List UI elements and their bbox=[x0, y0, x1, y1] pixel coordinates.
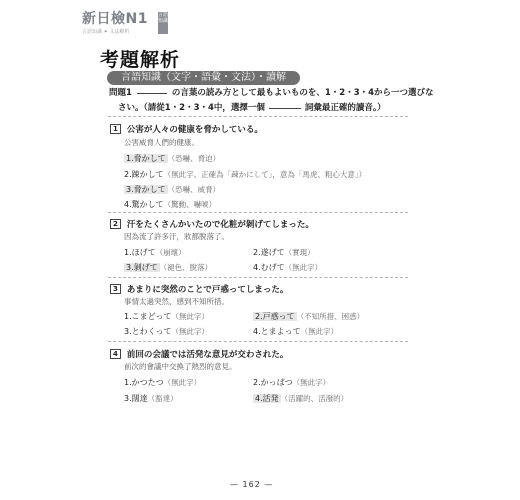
option-label: 4.驚かして bbox=[124, 200, 164, 209]
q1-option-3 bbox=[124, 184, 220, 195]
option-label: 1.かつたつ bbox=[124, 378, 164, 387]
option-label: 4.むげて bbox=[253, 263, 285, 272]
page-number: — 162 — bbox=[230, 480, 274, 489]
q3-option-1 bbox=[124, 311, 209, 322]
option-note: （無此字） bbox=[163, 378, 202, 387]
instruction-text-2b: 詞彙最正確的讀音。） bbox=[304, 103, 386, 113]
option-note: （無此字） bbox=[292, 378, 331, 387]
option-label: 2.踈かして bbox=[124, 170, 164, 179]
question-number: 3 bbox=[110, 284, 121, 294]
question-3-translation: 事情太過突然，感到不知所措。 bbox=[124, 297, 229, 306]
option-note: （豁達） bbox=[147, 394, 178, 403]
section-banner: 言語知識（文字・語彙・文法）・讀解 bbox=[107, 71, 300, 85]
option-note: （無此字） bbox=[171, 327, 209, 336]
q2-option-4 bbox=[253, 262, 322, 273]
option-note: （實現） bbox=[284, 248, 315, 257]
option-label: 2.かっぱつ bbox=[253, 378, 293, 387]
option-label: 4.活発 bbox=[255, 394, 279, 403]
q1-option-2 bbox=[124, 169, 366, 180]
option-label: 1.ほげて bbox=[124, 248, 156, 257]
option-note: （恐嚇、威脅） bbox=[167, 185, 221, 194]
question-sentence: 前回の会議では活発な意見が交わされた。 bbox=[126, 350, 289, 360]
book-tag: 言語知識 bbox=[158, 12, 168, 34]
question-sentence: あまりに突然のことで戸惑ってしまった。 bbox=[126, 285, 289, 295]
answer-blank bbox=[137, 93, 167, 94]
divider bbox=[108, 341, 408, 342]
divider bbox=[108, 116, 408, 117]
option-note: （無此字） bbox=[284, 263, 323, 272]
q4-option-1 bbox=[124, 377, 201, 388]
option-note: （無此字。正確為「疎かにして」，意為「馬虎、粗心大意」） bbox=[163, 170, 367, 179]
option-note: （無此字） bbox=[171, 312, 209, 321]
instruction-text-2a: さい。（請從1・2・3・4中，選擇一個 bbox=[118, 103, 265, 113]
divider bbox=[108, 277, 408, 278]
option-label: 3.剝げて bbox=[126, 263, 158, 272]
option-note: （褪色、脫落） bbox=[159, 263, 213, 272]
q1-option-1 bbox=[124, 153, 220, 164]
q3-option-3 bbox=[124, 326, 209, 337]
question-2 bbox=[110, 218, 314, 230]
option-label: 3.闊達 bbox=[124, 394, 148, 403]
q4-option-4 bbox=[253, 393, 348, 404]
question-1 bbox=[110, 123, 263, 135]
q3-option-2 bbox=[253, 311, 364, 322]
question-2-translation: 因為流了許多汗，妝都脫落了。 bbox=[124, 232, 229, 241]
q4-option-3 bbox=[124, 393, 178, 404]
option-note: （活躍的、活潑的） bbox=[280, 394, 349, 403]
question-1-translation: 公害威脅人們的健康。 bbox=[124, 138, 199, 147]
book-title: 新日檢N1 bbox=[82, 11, 148, 27]
question-number: 4 bbox=[110, 349, 121, 359]
option-note: （恐嚇、脅迫） bbox=[167, 154, 221, 163]
mondai-label: 問題1 bbox=[109, 88, 132, 98]
option-label: 1.こまどって bbox=[124, 312, 172, 321]
q2-option-3 bbox=[124, 262, 212, 273]
option-label: 3.脅かして bbox=[126, 185, 166, 194]
answer-blank bbox=[269, 108, 301, 109]
q4-option-2 bbox=[253, 377, 330, 388]
question-4-translation: 前次的會議中交換了熱烈的意見。 bbox=[124, 362, 237, 371]
question-sentence: 汗をたくさんかいたので化粧が剝げてしまった。 bbox=[126, 220, 314, 230]
option-note: （不知所措、困惑） bbox=[296, 312, 365, 321]
option-label: 4.とまよって bbox=[253, 327, 301, 336]
q1-option-4 bbox=[124, 199, 216, 210]
instruction-text: の言葉の読み方として最もよいものを、1・2・3・4から一つ選びな bbox=[171, 88, 434, 98]
q2-option-1 bbox=[124, 247, 186, 258]
question-number: 1 bbox=[110, 124, 121, 134]
option-note: （崩壞） bbox=[155, 248, 186, 257]
section-title: 考題解析 bbox=[100, 49, 181, 71]
divider bbox=[108, 212, 408, 213]
q3-option-4 bbox=[253, 326, 338, 337]
option-label: 1.脅かして bbox=[126, 154, 166, 163]
option-note: （無此字） bbox=[300, 327, 339, 336]
question-4 bbox=[110, 348, 288, 360]
question-3 bbox=[110, 283, 288, 295]
option-label: 2.戸惑って bbox=[255, 312, 295, 321]
book-subtitle: 言語知識 ✦ 文法解析 bbox=[82, 29, 130, 35]
option-label: 3.とわくって bbox=[124, 327, 172, 336]
q2-option-2 bbox=[253, 247, 315, 258]
instruction-line-1 bbox=[109, 88, 434, 98]
question-sentence: 公害が人々の健康を脅かしている。 bbox=[126, 125, 263, 135]
instruction-line-2 bbox=[118, 101, 386, 113]
option-note: （驚動、嚇唬） bbox=[163, 200, 217, 209]
question-number: 2 bbox=[110, 219, 121, 229]
book-header bbox=[82, 8, 192, 38]
option-label: 2.遂げて bbox=[253, 248, 285, 257]
